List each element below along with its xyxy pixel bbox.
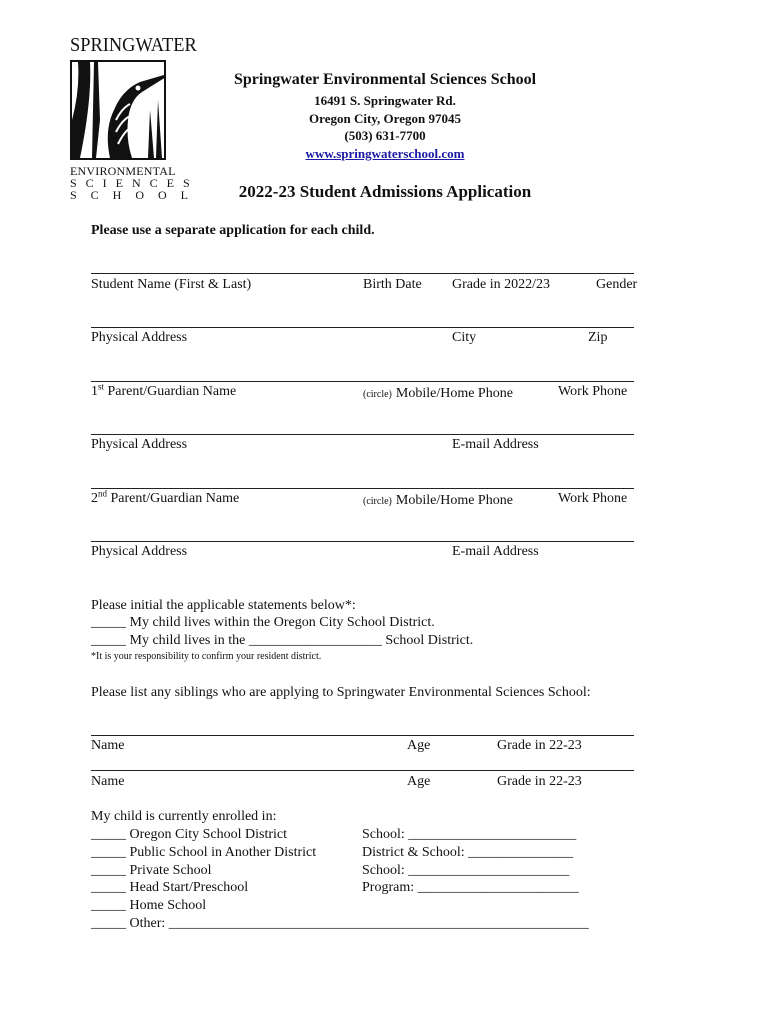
parent1-address-label: Physical Address bbox=[91, 437, 188, 452]
sibling1-name-label: Name bbox=[91, 738, 125, 753]
logo-subtitle-1: ENVIRONMENTAL bbox=[70, 164, 176, 178]
school-address: 16491 S. Springwater Rd. bbox=[314, 93, 456, 108]
parent1-name-label: 1st Parent/Guardian Name bbox=[91, 381, 237, 399]
parent2-name-label: 2nd Parent/Guardian Name bbox=[91, 488, 240, 506]
initials-other-district[interactable]: _____ My child lives in the ___________________ School District. bbox=[91, 633, 474, 648]
parent2-address-label: Physical Address bbox=[91, 544, 188, 559]
parent1-email-label: E-mail Address bbox=[452, 437, 539, 452]
enroll-detail-district-school[interactable]: District & School: _______________ bbox=[362, 845, 574, 860]
initials-note: *It is your responsibility to confirm your resident district. bbox=[91, 651, 322, 662]
parent1-name-line[interactable] bbox=[91, 381, 634, 382]
instruction-text: Please use a separate application for each child. bbox=[91, 223, 375, 238]
parent1-work-phone-label: Work Phone bbox=[558, 384, 628, 399]
school-name: Springwater Environmental Sciences School bbox=[233, 71, 537, 88]
logo-subtitle-2: SCIENCES bbox=[70, 176, 199, 190]
sibling2-age-label: Age bbox=[407, 774, 431, 789]
zip-label: Zip bbox=[588, 330, 608, 345]
enroll-option-headstart[interactable]: _____ Head Start/Preschool bbox=[91, 880, 249, 895]
enroll-detail-program[interactable]: Program: _______________________ bbox=[362, 880, 579, 895]
enroll-option-public-other[interactable]: _____ Public School in Another District bbox=[91, 845, 317, 860]
physical-address-label: Physical Address bbox=[91, 330, 188, 345]
sibling2-name-label: Name bbox=[91, 774, 125, 789]
gender-label: Gender bbox=[596, 277, 638, 292]
city-label: City bbox=[452, 330, 477, 345]
enroll-option-ocsd[interactable]: _____ Oregon City School District bbox=[91, 827, 287, 842]
enroll-detail-school-2[interactable]: School: _______________________ bbox=[362, 863, 570, 878]
sibling1-grade-label: Grade in 22-23 bbox=[497, 738, 582, 753]
sibling1-line[interactable] bbox=[91, 735, 634, 736]
school-phone: (503) 631-7700 bbox=[344, 128, 426, 143]
school-city-state: Oregon City, Oregon 97045 bbox=[309, 111, 461, 126]
sibling2-grade-label: Grade in 22-23 bbox=[497, 774, 582, 789]
enrollment-heading: My child is currently enrolled in: bbox=[91, 809, 277, 824]
enroll-option-other[interactable]: _____ Other: ____________________________________________________________ bbox=[91, 916, 589, 931]
parent2-name-line[interactable] bbox=[91, 488, 634, 489]
enroll-option-homeschool[interactable]: _____ Home School bbox=[91, 898, 207, 913]
siblings-heading: Please list any siblings who are applying to Springwater Environmental Sciences School: bbox=[91, 685, 591, 700]
student-row-line[interactable] bbox=[91, 273, 634, 274]
sibling2-line[interactable] bbox=[91, 770, 634, 771]
initials-heading: Please initial the applicable statements below*: bbox=[91, 598, 356, 613]
parent2-email-label: E-mail Address bbox=[452, 544, 539, 559]
parent1-phone-label: (circle) Mobile/Home Phone bbox=[363, 386, 513, 401]
address-row-line[interactable] bbox=[91, 327, 634, 328]
enroll-detail-school-1[interactable]: School: ________________________ bbox=[362, 827, 577, 842]
parent1-address-line[interactable] bbox=[91, 434, 634, 435]
form-title: 2022-23 Student Admissions Application bbox=[238, 182, 532, 201]
logo-subtitle-3: SCHOOL bbox=[70, 188, 203, 202]
enroll-option-private[interactable]: _____ Private School bbox=[91, 863, 212, 878]
sibling1-age-label: Age bbox=[407, 738, 431, 753]
parent2-address-line[interactable] bbox=[91, 541, 634, 542]
school-website-link[interactable]: www.springwaterschool.com bbox=[305, 146, 465, 161]
initials-within-district[interactable]: _____ My child lives within the Oregon City School District. bbox=[91, 615, 435, 630]
grade-label: Grade in 2022/23 bbox=[452, 277, 550, 292]
logo-title: SPRINGWATER bbox=[70, 34, 197, 56]
heron-logo-icon bbox=[70, 60, 166, 160]
student-name-label: Student Name (First & Last) bbox=[91, 277, 252, 292]
parent2-work-phone-label: Work Phone bbox=[558, 491, 628, 506]
parent2-phone-label: (circle) Mobile/Home Phone bbox=[363, 493, 513, 508]
birth-date-label: Birth Date bbox=[363, 277, 422, 292]
